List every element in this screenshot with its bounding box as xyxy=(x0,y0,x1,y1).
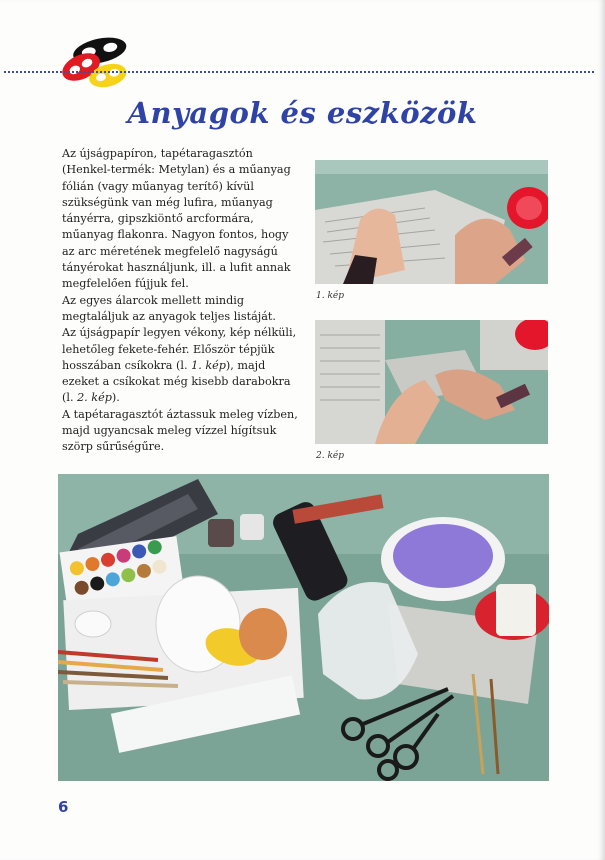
paragraph-newspaper: Az újságpapír legyen vékony, kép nélküli, lehetőleg fekete-fehér. Először tépjük hosszában csíkokra (l. 1. kép), majd ezeket a csíkokat még kisebb darabokra (l. 2. kép). xyxy=(62,326,297,405)
carnival-masks-icon xyxy=(58,32,150,90)
page-number: 6 xyxy=(58,798,69,816)
header-dotted-line xyxy=(4,71,594,73)
paragraph-materials-list: Az egyes álarcok mellett mindig megtaláljuk az anyagok teljes listáját. xyxy=(62,293,276,323)
photo-1-tearing-paper xyxy=(315,160,548,284)
photo-2-small-pieces xyxy=(315,320,548,444)
paragraph-paste: A tapétaragasztót áztassuk meleg vízben, majd ugyancsak meleg vízzel hígítsuk szörp sűrűségűre. xyxy=(62,407,298,454)
paragraph-materials: Az újságpapíron, tapétaragasztón (Henkel-termék: Metylan) és a műanyag fólián (vagy műanyag terítő) kívül szükségünk van még lufira, műanyag tányérra, gipszkiöntő arcformára, műanyag flakonra. Nagyon fontos, hogy az arc méretének megfelelő nagyságú tányérokat használjunk, ill. a lufit annak megfelelően fújjuk fel. xyxy=(62,147,291,291)
figure-ref-2: 2. kép xyxy=(77,391,112,405)
photo-2-caption: 2. kép xyxy=(316,451,344,461)
photo-materials-tools xyxy=(58,474,549,781)
page-title: Anyagok és eszközök xyxy=(127,96,478,130)
figure-ref-1: 1. kép xyxy=(191,358,226,372)
body-text xyxy=(62,146,298,456)
photo-1-caption: 1. kép xyxy=(316,291,344,301)
